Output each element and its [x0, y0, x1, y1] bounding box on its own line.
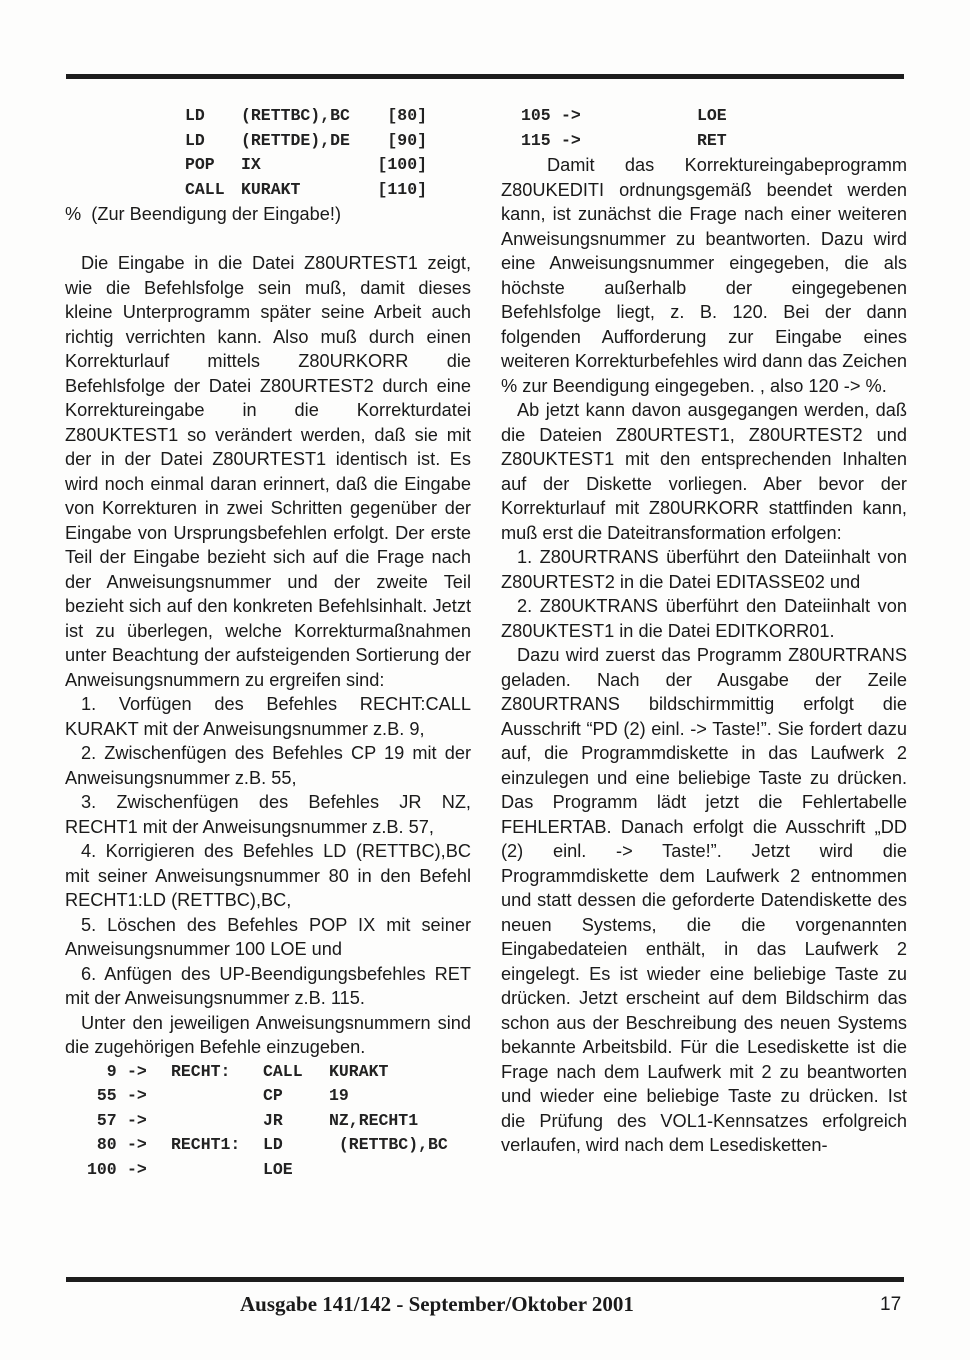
code-line: LD (RETTBC),BC [80]	[185, 106, 427, 125]
code-line: POP IX [100]	[185, 155, 427, 174]
list-item: 1. Vorfügen des Befehles RECHT:CALL KURAKT mit der Anweisungsnummer z.B. 9,	[65, 694, 471, 739]
list-item: 2. Z80UKTRANS überführt den Dateiinhalt von Z80UKTEST1 in die Datei EDITKORR01.	[501, 596, 907, 641]
code-line: 115 -> RET	[521, 130, 727, 150]
top-rule	[66, 74, 904, 79]
list-item: 6. Anfügen des UP-Beendigungsbefehles RET mit der Anweisungsnummer z.B. 115.	[65, 963, 471, 1008]
code-line: LD (RETTDE),DE [90]	[185, 130, 427, 150]
paragraph: Dazu wird zuerst das Programm Z80URTRANS geladen. Nach der Ausgabe der Zeile Z80URTRANS bildschirmmittig erfolgt die Ausschrift “PD (2) einl. -> Taste!”. Sie fordert dazu auf, die Programmdiskette in das Laufwerk 2 einzulegen und eine beliebige Taste zu drücken. Das Programm lädt jetzt die Fehlertabelle FEHLERTAB. Danach erfolgt die Ausschrift „DD (2) einl. -> Taste!”. Jetzt wird die Programmdiskette dem Laufwerk 2 entnommen und statt dessen die geforderte Datendiskette des neuen Systems, die die vorgenannten Eingabedateien enthält, in das Laufwerk 2 eingelegt. Es ist wieder eine beliebige Taste zu drücken. Jetzt erscheint auf dem Bildschirm das schon aus der Beschreibung des neuen Systems bekannte Arbeitsbild. Für die Lesediskette ist die Frage nach dem Laufwerk mit 2 zu beantworten und wieder eine beliebige Taste zu drücken. Ist die Prüfung des VOL1-Kennsatzes erfolgreich verlaufen, wird nach dem Lesedisketten-	[501, 645, 907, 1155]
paragraph: Die Eingabe in die Datei Z80URTEST1 zeigt, wie die Befehlsfolge sein muß, damit dieses kleine Unterprogramm später seine Arbeit auch richtig verrichten kann. Also muß durch einen Korrekturlauf mittels Z80URKORR die Befehlsfolge der Datei Z80URTEST2 durch eine Korrektureingabe in die Korrekturdatei Z80UKTEST1 so verändert werden, daß sie mit der in der Datei Z80URTEST1 identisch ist. Es wird noch einmal daran erinnert, daß die Eingabe von Korrekturen in zwei Schritten gegenüber der Eingabe von Ursprungsbefehlen erfolgt. Der erste Teil der Eingabe bezieht sich auf die Frage nach der Anweisungsnummer und der zweite Teil bezieht sich auf den konkreten Befehlsinhalt. Jetzt ist zu überlegen, welche Korrekturmaßnahmen unter Beachtung der aufsteigenden Sortierung der Anweisungsnummern zu ergreifen sind:	[65, 253, 471, 690]
code-line: 105 -> LOE	[521, 106, 727, 125]
right-column	[501, 104, 907, 1158]
paragraph: Damit das Korrektureingabeprogramm Z80UKEDITI ordnungsgemäß beendet werden kann, ist zunächst die Frage nach einer weiteren Anweisungsnummer zu beantworten. Dazu wird eine Anweisungsnummer eingegeben, die als höchste außerhalb der eingegebenen Befehlsfolge liegt, z. B. 120. Bei der dann folgenden Aufforderung zur Eingabe eines weiteren Korrekturbefehles wird dann das Zeichen % zur Beendigung eingegeben. , also 120 -> %.	[501, 155, 907, 396]
code-block-top	[185, 104, 427, 202]
code-line: 57 -> JR NZ,RECHT1	[87, 1110, 419, 1130]
end-note: % (Zur Beendigung der Eingabe!)	[65, 204, 342, 224]
list-item: 3. Zwischenfügen des Befehles JR NZ, RECHT1 mit der Anweisungsnummer z.B. 57,	[65, 792, 471, 837]
code-block-bottom	[87, 1060, 448, 1183]
issue-footer: Ausgabe 141/142 - September/Oktober 2001	[240, 1292, 634, 1316]
page-number: 17	[880, 1294, 902, 1315]
left-column	[65, 104, 471, 1182]
list-item: 1. Z80URTRANS überführt den Dateiinhalt von Z80URTEST2 in die Datei EDITASSE02 und	[501, 547, 907, 592]
paragraph: Ab jetzt kann davon ausgegangen werden, daß die Dateien Z80URTEST1, Z80URTEST2 und Z80UKTEST1 mit den entsprechenden Inhalten auf der Diskette vorliegen. Aber bevor der Korrekturlauf mit Z80URKORR stattfinden kann, muß erst die Dateitransformation erfolgen:	[501, 400, 907, 543]
code-line: CALL KURAKT [110]	[185, 179, 427, 199]
code-line: 9 -> RECHT: CALL KURAKT	[87, 1061, 389, 1081]
code-line: 55 -> CP 19	[87, 1086, 349, 1105]
code-line: 100 -> LOE	[87, 1159, 293, 1179]
code-line: 80 -> RECHT1: LD (RETTBC),BC	[87, 1135, 448, 1154]
list-item: 5. Löschen des Befehles POP IX mit seiner Anweisungsnummer 100 LOE und	[65, 914, 471, 959]
code-block-continued	[521, 104, 727, 153]
list-item: 2. Zwischenfügen des Befehles CP 19 mit der Anweisungsnummer z.B. 55,	[65, 743, 471, 788]
bottom-rule	[66, 1277, 904, 1282]
paragraph: Unter den jeweiligen Anweisungsnummern sind die zugehörigen Befehle einzugeben.	[65, 1012, 471, 1057]
list-item: 4. Korrigieren des Befehles LD (RETTBC),BC mit seiner Anweisungsnummer 80 in den Befehl RECHT1:LD (RETTBC),BC,	[65, 841, 471, 910]
